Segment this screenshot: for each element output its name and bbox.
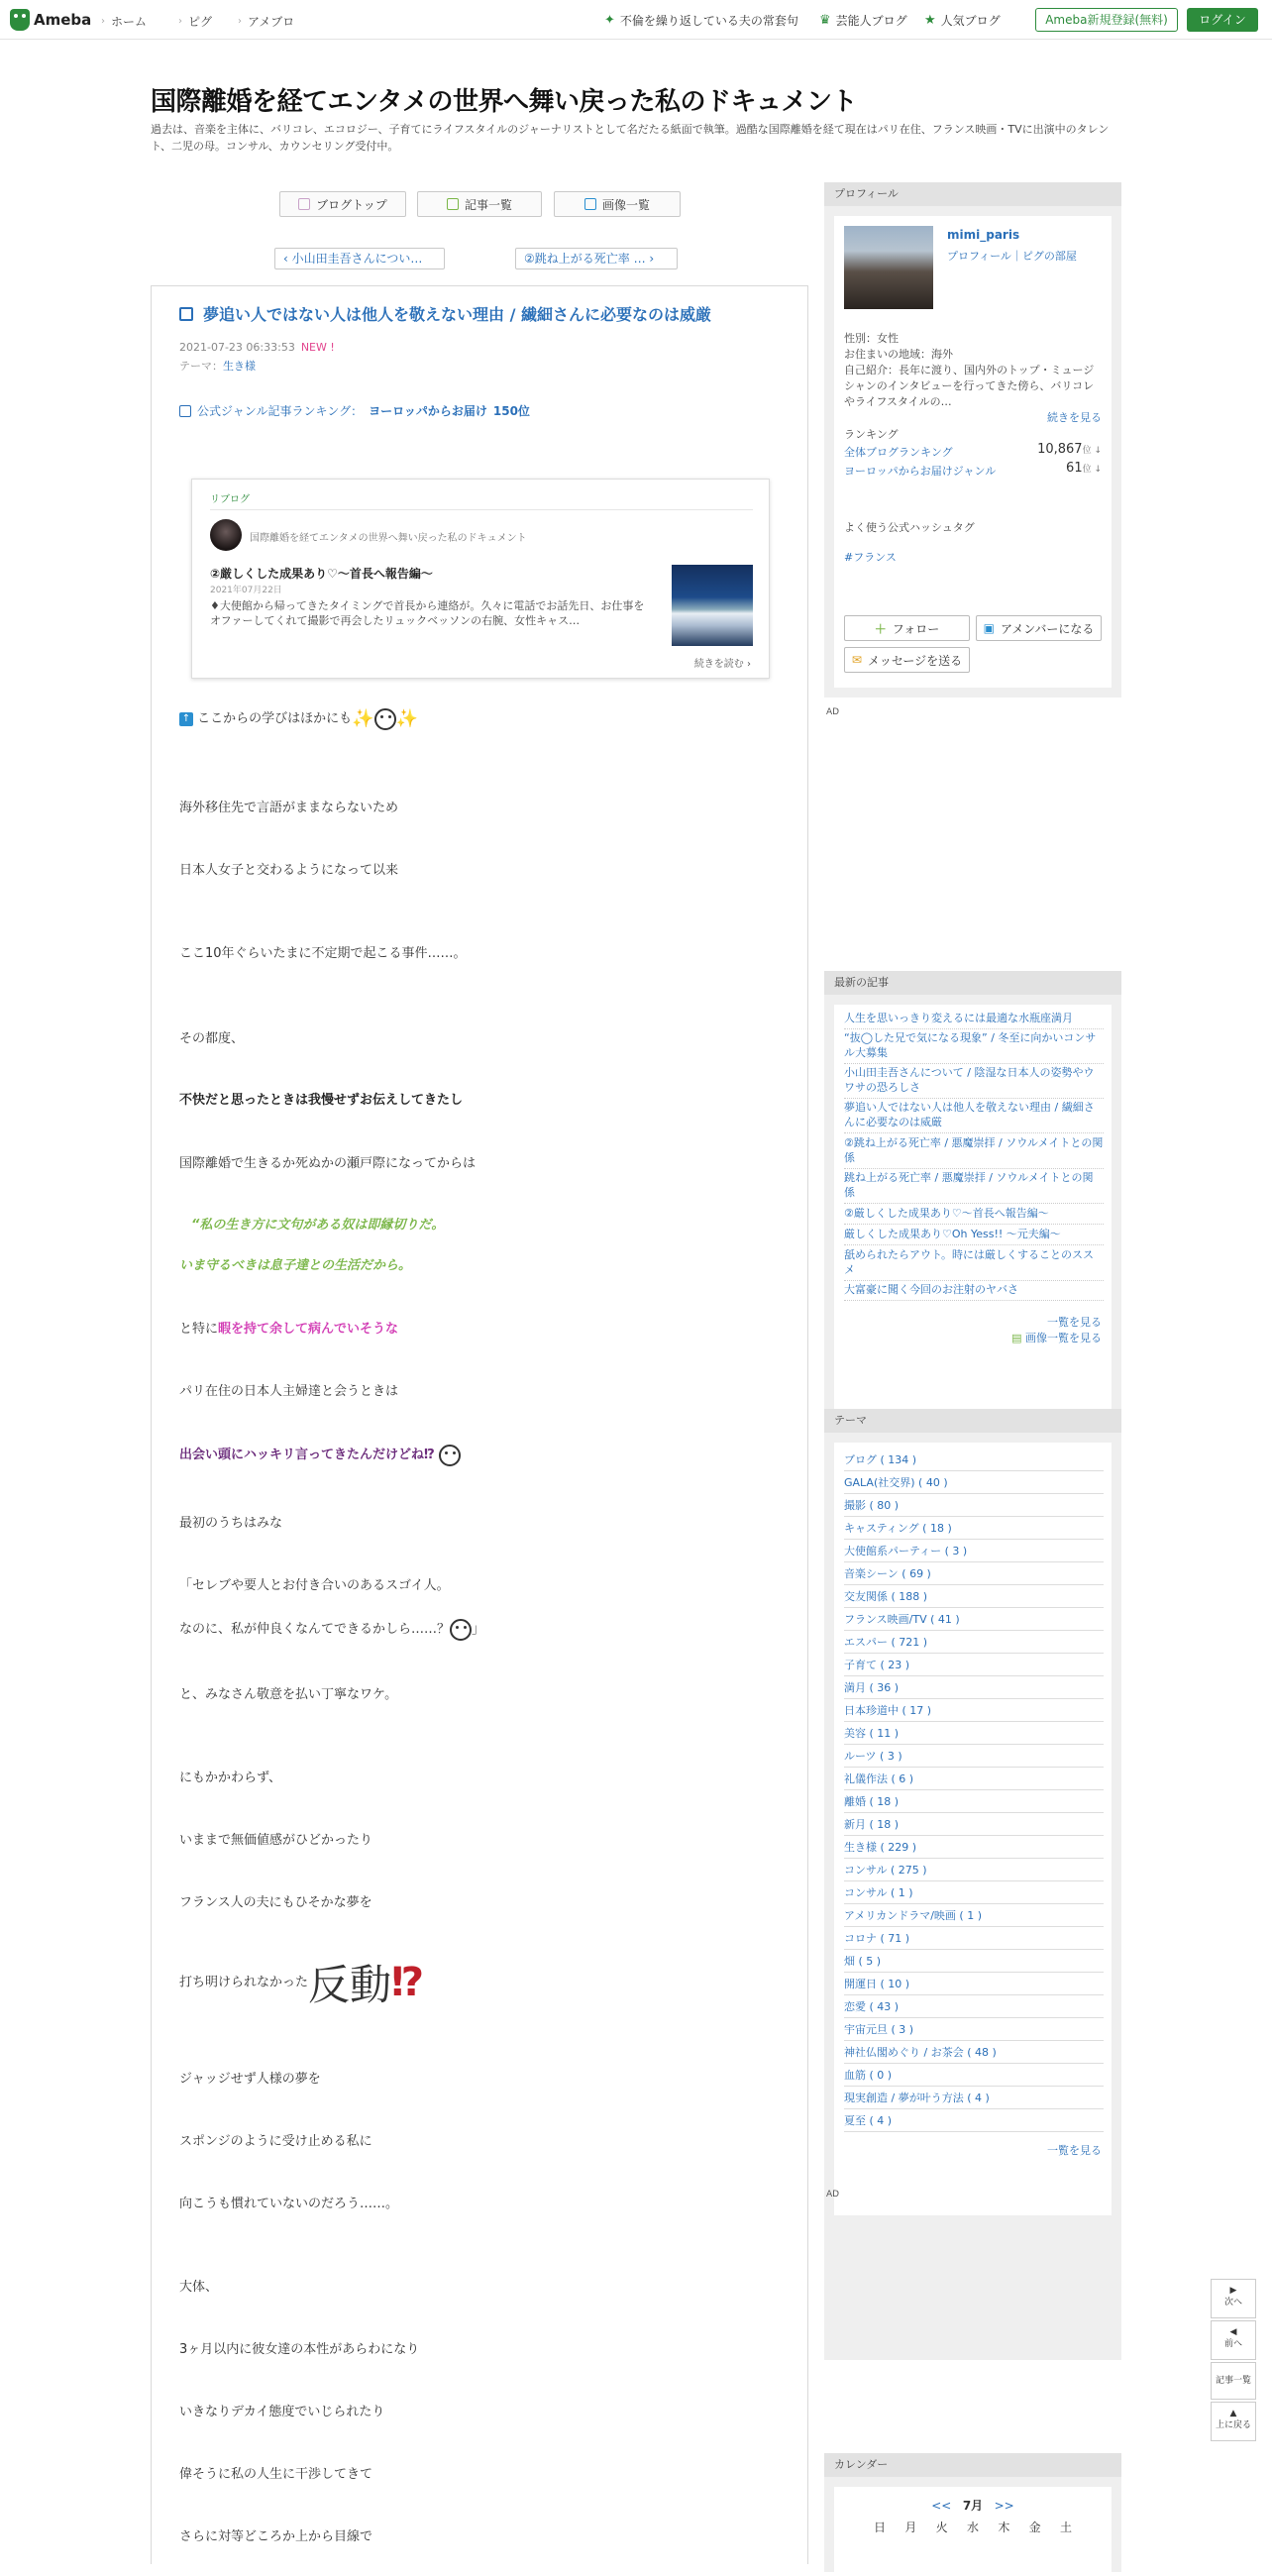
paragraph: 3ヶ月以内に彼女達の本性があらわになり — [179, 2342, 420, 2357]
paragraph: にもかかわらず、 — [179, 1771, 281, 1785]
read-more-link[interactable]: 続きを読む › — [693, 659, 751, 670]
theme-item[interactable]: 満月 ( 36 ) — [844, 1680, 1104, 1699]
theme-item[interactable]: 美容 ( 11 ) — [844, 1726, 1104, 1745]
paragraph: と特に暇を持て余して病んでいそうな — [179, 1322, 399, 1337]
theme-item[interactable]: 礼儀作法 ( 6 ) — [844, 1771, 1104, 1790]
plus-icon: ＋ — [874, 621, 887, 636]
paragraph: パリ在住の日本人主婦達と会うときは — [179, 1384, 399, 1399]
paragraph: スポンジのように受け止める私に — [179, 2134, 372, 2149]
theme-item[interactable]: 交友関係 ( 188 ) — [844, 1589, 1104, 1608]
list-icon — [447, 198, 459, 210]
float-prev-button[interactable]: ◀ 前へ — [1211, 2320, 1256, 2360]
smiley-icon — [374, 708, 396, 730]
reblog-card[interactable] — [191, 479, 770, 679]
reblog-thumbnail — [672, 565, 753, 646]
recent-item[interactable]: 大富豪に聞く今回のお注射のヤバさ — [844, 1282, 1104, 1301]
paragraph: 出会い頭にハッキリ言ってきたんだけどね⁉ — [179, 1444, 461, 1466]
paragraph: 偉そうに私の人生に干渉してきて — [179, 2467, 373, 2482]
back-icon: ◀ — [1229, 2327, 1237, 2337]
theme-item[interactable]: 撮影 ( 80 ) — [844, 1498, 1104, 1517]
theme-item[interactable]: 大使館系パーティー ( 3 ) — [844, 1544, 1104, 1562]
reblog-date: 2021年07月22日 — [210, 586, 282, 595]
theme-item[interactable]: コンサル ( 1 ) — [844, 1885, 1104, 1904]
paragraph: 大体、 — [179, 2280, 219, 2295]
paragraph: 海外移住先で言語がままならないため — [179, 801, 399, 815]
theme-item[interactable]: 血筋 ( 0 ) — [844, 2068, 1104, 2087]
tab-blog-top[interactable]: ブログトップ — [279, 191, 406, 217]
theme-item[interactable]: 生き様 ( 229 ) — [844, 1840, 1104, 1859]
arrow-up-icon: ↑ — [179, 712, 193, 726]
calendar-month: 7月 — [962, 2499, 984, 2513]
theme-item[interactable]: 離婚 ( 18 ) — [844, 1794, 1104, 1813]
nav-home[interactable]: › ホーム — [101, 15, 148, 29]
theme-box — [824, 1409, 1121, 2360]
ad-label: AD — [826, 2190, 840, 2200]
up-arrow-icon: ▲ — [1229, 2409, 1237, 2418]
follow-button[interactable]: ＋ フォロー — [844, 615, 970, 641]
paragraph: なのに、私が仲良くなんてできるかしら……？ 」 — [179, 1618, 484, 1641]
theme-item[interactable]: 夏至 ( 4 ) — [844, 2113, 1104, 2132]
article-date: 2021-07-23 06:33:53 NEW ! — [179, 341, 335, 354]
theme-item[interactable]: 恋愛 ( 43 ) — [844, 1999, 1104, 2018]
ranking-icon — [179, 405, 191, 417]
theme-item[interactable]: 畑 ( 5 ) — [844, 1954, 1104, 1973]
hashtag-title: よく使う公式ハッシュタグ — [844, 521, 975, 534]
signup-button[interactable]: Ameba新規登録(無料) — [1035, 8, 1178, 32]
paragraph: ↑ ここからの学びはほかにも✨ ✨ — [179, 707, 418, 730]
ameba-logo[interactable]: Ameba — [10, 8, 91, 32]
nav-pigg[interactable]: › ピグ — [178, 15, 213, 29]
blog-description: 過去は、音楽を主体に、バリコレ、エコロジー、子育てにライフスタイルのジャーナリストとして名だたる紙面で執筆。過酷な国際離婚を経て現在はパリ在住、フランス映画・TVに出演中のタレント、二児の母。コンサル、カウンセリング受付中。 — [151, 123, 1110, 153]
paragraph-quote: “私の生き方に文句がある奴は即縁切りだ。 — [191, 1218, 445, 1233]
reblog-title[interactable]: ②厳しくした成果あり♡〜首長へ報告編〜 — [210, 567, 433, 581]
paragraph: ジャッジせず人様の夢を — [179, 2072, 321, 2087]
float-top-button[interactable]: ▲ 上に戻る — [1211, 2402, 1256, 2441]
paragraph: ここ10年ぐらいたまに不定期で起こる事件……。 — [179, 946, 467, 961]
paragraph: 最初のうちはみな — [179, 1516, 283, 1531]
theme-all-link[interactable]: 一覧を見る — [1047, 2144, 1102, 2157]
theme-item[interactable]: ルーツ ( 3 ) — [844, 1749, 1104, 1768]
theme-item[interactable]: コンサル ( 275 ) — [844, 1863, 1104, 1881]
reblog-blog-name: 国際離婚を経てエンタメの世界へ舞い戻った私のドキュメント — [250, 533, 527, 544]
celebrity-blog-link[interactable]: ♛ 芸能人ブログ — [819, 13, 907, 28]
overall-ranking[interactable]: 全体ブログランキング 10,867位 ↓ — [844, 442, 1102, 459]
global-header — [0, 0, 1272, 40]
popular-blog-link[interactable]: ★ 人気ブログ — [924, 13, 1001, 28]
image-list-link[interactable]: ▤ 画像一覧を見る — [1011, 1332, 1102, 1344]
theme-header: テーマ — [824, 1409, 1121, 1433]
paragraph: と、みなさん敬意を払い丁寧なワケ。 — [179, 1687, 398, 1702]
article — [151, 285, 808, 2564]
sparkle-icon: ✨ — [352, 708, 374, 729]
paragraph: その都度、 — [179, 1031, 245, 1046]
profile-links[interactable]: プロフィール｜ピグの部屋 — [947, 250, 1077, 263]
theme-item[interactable]: 神社仏閣めぐり / お茶会 ( 48 ) — [844, 2045, 1104, 2064]
avatar — [210, 519, 242, 551]
worried-face-icon — [450, 1619, 472, 1641]
theme-item[interactable]: 子育て ( 23 ) — [844, 1658, 1104, 1676]
float-next-button[interactable]: ▶ 次へ — [1211, 2279, 1256, 2318]
theme-item[interactable]: 新月 ( 18 ) — [844, 1817, 1104, 1836]
theme-item[interactable]: 現実創造 / 夢が叶う方法 ( 4 ) — [844, 2091, 1104, 2109]
recent-item[interactable]: ②跳ね上がる死亡率 / 悪魔崇拝 / ソウルメイトとの関係 — [844, 1135, 1104, 1169]
calendar-box — [824, 2453, 1121, 2572]
theme-item[interactable]: エスパー ( 721 ) — [844, 1635, 1104, 1654]
tab-image-list[interactable]: 画像一覧 — [554, 191, 681, 217]
paragraph-quote: いま守るべきは息子達との生活だから。 — [179, 1258, 412, 1273]
nav-ameblo[interactable]: › アメブロ — [238, 15, 295, 29]
theme-link[interactable]: 生き様 — [223, 360, 256, 373]
crown-icon: ♛ — [819, 13, 831, 28]
theme-item[interactable]: アメリカンドラマ/映画 ( 1 ) — [844, 1908, 1104, 1927]
theme-item[interactable]: GALA(社交界) ( 40 ) — [844, 1475, 1104, 1494]
image-icon: ▤ — [1011, 1332, 1022, 1344]
calendar-header: カレンダー — [824, 2453, 1121, 2477]
recent-header: 最新の記事 — [824, 971, 1121, 995]
calendar-nav — [824, 2497, 1121, 2514]
recent-item[interactable]: 跳ね上がる死亡率 / 悪魔崇拝 / ソウルメイトとの関係 — [844, 1170, 1104, 1204]
recent-item[interactable]: 人生を思いっきり変えるには最適な水瓶座満月 — [844, 1011, 1104, 1029]
recent-all-link[interactable]: 一覧を見る — [1047, 1316, 1102, 1329]
theme-item[interactable]: ブログ ( 134 ) — [844, 1452, 1104, 1471]
genre-ranking[interactable]: 公式ジャンル記事ランキング： ヨーロッパからお届け 150位 — [179, 402, 530, 419]
calendar-prev[interactable]: << — [931, 2499, 952, 2513]
skull-face-icon — [439, 1445, 461, 1466]
person-icon: ▣ — [983, 621, 995, 635]
camera-icon — [584, 198, 596, 210]
star-icon: ★ — [924, 13, 936, 28]
calendar-weekdays: 日 月 火 水 木 金 土 — [874, 2521, 1072, 2534]
blog-title[interactable]: 国際離婚を経てエンタメの世界へ舞い戻った私のドキュメント — [151, 87, 857, 117]
trending-topic[interactable]: ✦ 不倫を繰り返している夫の常套句 — [604, 13, 798, 28]
recent-item[interactable]: 厳しくした成果あり♡Oh Yess!! 〜元夫編〜 — [844, 1227, 1104, 1245]
tab-entry-list[interactable]: 記事一覧 — [417, 191, 542, 217]
recent-item[interactable]: 舐められたらアウト。時には厳しくすることのススメ — [844, 1247, 1104, 1281]
calendar-next[interactable]: >> — [994, 2499, 1014, 2513]
paragraph: 打ち明けられなかった反動⁉ — [179, 1960, 425, 2009]
paragraph: 向こうも慣れていないのだろう……。 — [179, 2197, 399, 2211]
paragraph: さらに対等どころか上から目線で — [179, 2529, 373, 2544]
recent-item[interactable]: “抜◯した兄で気になる現象” / 冬至に向かいコンサル大募集 — [844, 1030, 1104, 1064]
blog-icon — [298, 198, 310, 210]
ad-label: AD — [826, 707, 840, 717]
recent-item[interactable]: 夢追い人ではない人は他人を敬えない理由 / 繊細さんに必要なのは威厳 — [844, 1100, 1104, 1133]
profile-header: プロフィール — [824, 182, 1121, 206]
theme-item[interactable]: 日本珍道中 ( 17 ) — [844, 1703, 1104, 1722]
reblog-icon — [179, 307, 193, 321]
float-list-button[interactable]: 記事一覧 — [1211, 2362, 1256, 2400]
theme-item[interactable]: キャスティング ( 18 ) — [844, 1521, 1104, 1540]
mail-icon: ✉ — [851, 653, 862, 667]
next-entry-link[interactable]: ②跳ね上がる死亡率 … › — [515, 248, 678, 269]
article-theme: テーマ：生き様 — [179, 360, 256, 373]
reblog-excerpt: ♦大使館から帰ってきたタイミングで首長から連絡が。久々に電話でお話先日、お仕事をオファーしてくれて撮影で再会したリュックベッソンの右腕、女性キャス… — [210, 599, 645, 627]
paragraph: フランス人の夫にもひそかな夢を — [179, 1895, 372, 1910]
sparkle-icon: ✨ — [395, 708, 418, 729]
paragraph: 不快だと思ったときは我慢せずお伝えしてきたし — [179, 1093, 464, 1108]
prev-entry-link[interactable]: ‹ 小山田圭吾さんについ… — [274, 248, 445, 269]
article-title[interactable]: 夢追い人ではない人は他人を敬えない理由 / 繊細さんに必要なのは威厳 — [179, 304, 784, 326]
ameba-mark-icon — [10, 9, 30, 31]
paragraph: 日本人女子と交わるようになって以来 — [179, 863, 399, 878]
leaf-icon: ✦ — [604, 13, 615, 28]
profile-readmore-link[interactable]: 続きを見る — [1047, 411, 1102, 424]
recent-item[interactable]: 小山田圭吾さんについて / 陰湿な日本人の姿勢やウワサの恐ろしさ — [844, 1065, 1104, 1099]
profile-photo[interactable] — [844, 226, 933, 309]
theme-item[interactable]: コロナ ( 71 ) — [844, 1931, 1104, 1950]
amember-button[interactable]: ▣ アメンバーになる — [976, 615, 1102, 641]
theme-item[interactable]: 音楽シーン ( 69 ) — [844, 1566, 1104, 1585]
theme-item[interactable]: フランス映画/TV ( 41 ) — [844, 1612, 1104, 1631]
hashtag-link[interactable]: #フランス — [844, 551, 897, 564]
login-button[interactable]: ログイン — [1187, 8, 1258, 32]
paragraph: いきなりデカイ態度でいじられたり — [179, 2405, 385, 2419]
recent-item[interactable]: ②厳しくした成果あり♡〜首長へ報告編〜 — [844, 1206, 1104, 1225]
message-button[interactable]: ✉ メッセージを送る — [844, 647, 970, 673]
profile-box — [824, 182, 1121, 698]
theme-item[interactable]: 開運日 ( 10 ) — [844, 1977, 1104, 1995]
paragraph: 「セレブや要人とお付き合いのあるスゴイ人。 — [179, 1578, 450, 1593]
paragraph: いままで無価値感がひどかったり — [179, 1833, 373, 1848]
play-icon: ▶ — [1229, 2286, 1237, 2296]
genre-ranking-side[interactable]: ヨーロッパからお届けジャンル 61位 ↓ — [844, 461, 1102, 478]
reblog-label: リブログ — [210, 494, 250, 505]
profile-name[interactable]: mimi_paris — [947, 228, 1020, 242]
theme-item[interactable]: 宇宙元旦 ( 3 ) — [844, 2022, 1104, 2041]
paragraph: 国際離婚で生きるか死ぬかの瀬戸際になってからは — [179, 1156, 477, 1171]
profile-info: 性別：女性 お住まいの地域：海外 自己紹介：長年に渡り、国内外のトップ・ミュージシャンのインタビューを行ってきた傍ら、バリコレやライフスタイルの… 続きを見る — [844, 332, 1102, 424]
ranking-title: ランキング — [844, 428, 899, 441]
